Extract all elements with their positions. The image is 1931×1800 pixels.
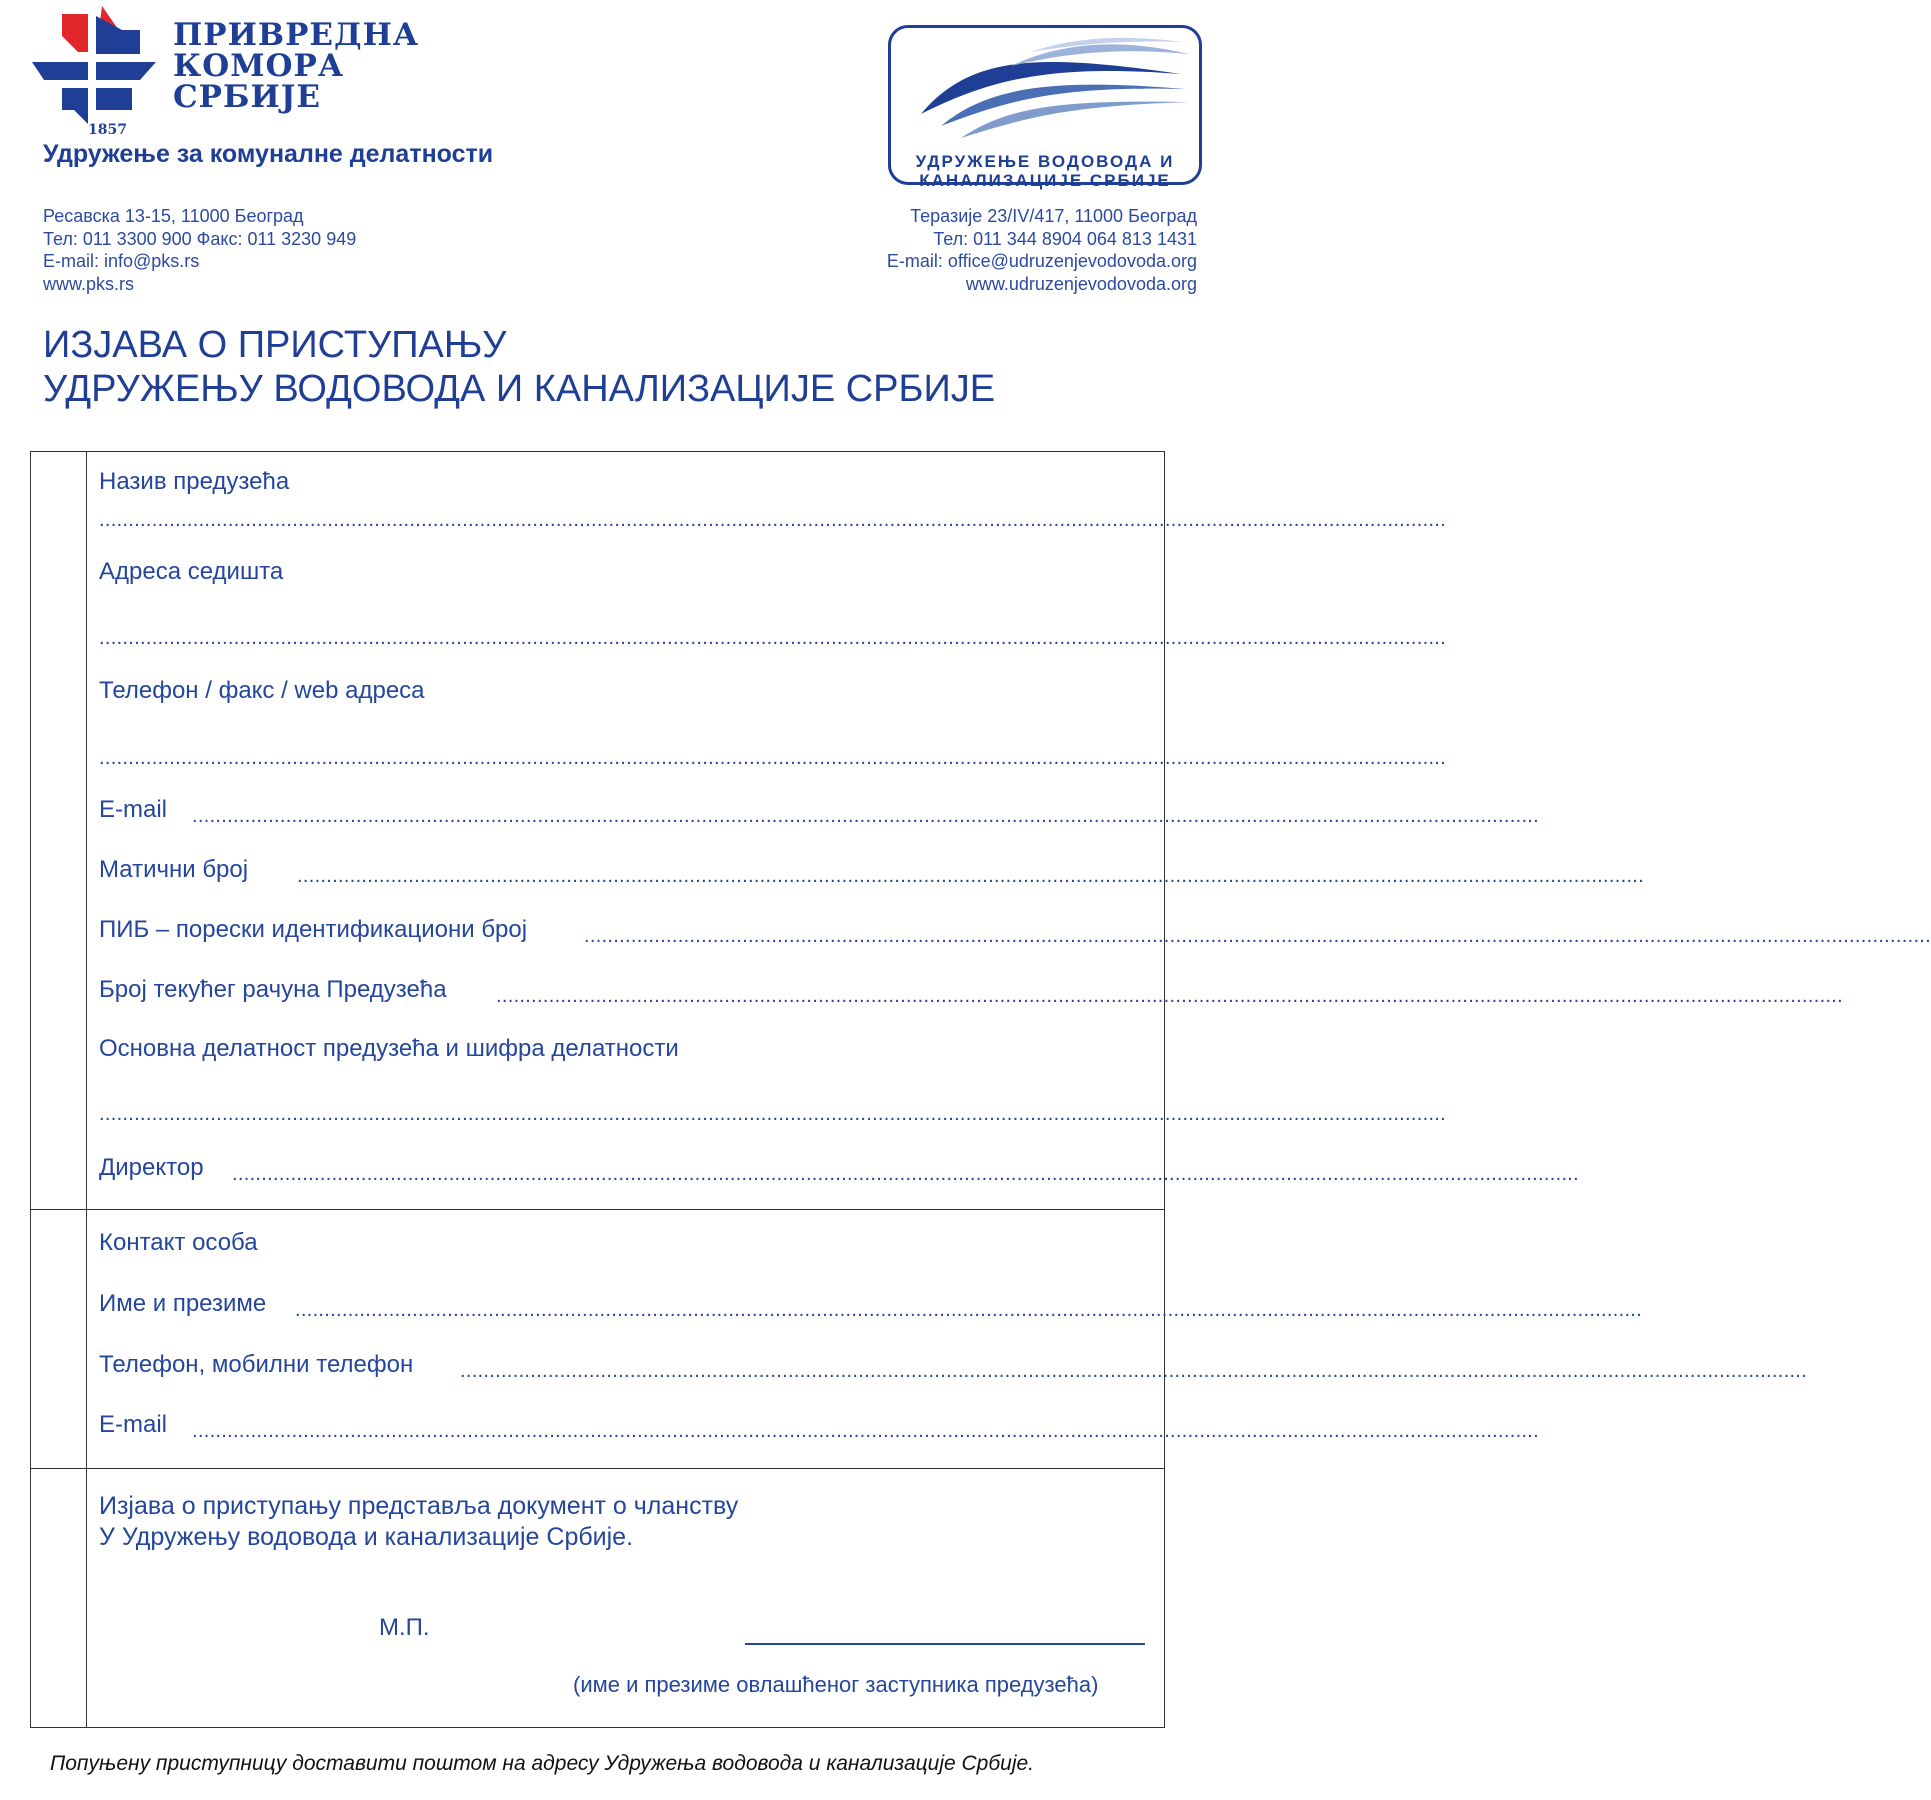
reg-number-field[interactable]: ...................................................................................................................................................................................................................................... — [297, 865, 1645, 887]
form-left-column-divider — [86, 452, 87, 1727]
pib-label: ПИБ – порески идентификациони број — [99, 916, 528, 943]
uvks-name-line-1: УДРУЖЕЊЕ ВОДОВОДА И — [915, 152, 1175, 171]
company-name-field[interactable]: ...................................................................................................................................................................................................................................... — [99, 509, 1447, 531]
uvks-phone: Тел: 011 344 8904 064 813 1431 — [933, 228, 1197, 249]
title-line-1: ИЗЈАВА О ПРИСТУПАЊУ — [43, 324, 507, 366]
pks-website[interactable]: www.pks.rs — [43, 273, 135, 294]
contact-phone-label: Телефон, мобилни телефон — [99, 1351, 414, 1378]
pks-name — [173, 17, 420, 115]
email-label: E-mail — [99, 796, 168, 823]
director-field[interactable]: ...................................................................................................................................................................................................................................... — [232, 1163, 1580, 1185]
logo-year: 1857 — [88, 122, 127, 138]
pks-name-line-3: СРБИЈЕ — [173, 79, 322, 115]
membership-statement — [99, 1491, 738, 1553]
uvks-website[interactable]: www.udruzenjevodovoda.org — [965, 273, 1197, 294]
section-divider-2 — [31, 1468, 1164, 1469]
signature-field[interactable] — [745, 1643, 1145, 1645]
page-title — [43, 323, 995, 411]
uvks-logo — [888, 25, 1202, 190]
uvks-name — [891, 152, 1199, 190]
association-name: Удружење за комуналне делатности — [43, 140, 494, 168]
name-surname-field[interactable]: ...................................................................................................................................................................................................................................... — [295, 1299, 1643, 1321]
uvks-address: Теразије 23/IV/417, 11000 Београд — [910, 206, 1197, 226]
title-line-2: УДРУЖЕЊУ ВОДОВОДА И КАНАЛИЗАЦИЈЕ СРБИЈЕ — [43, 368, 996, 410]
address-field[interactable]: ...................................................................................................................................................................................................................................... — [99, 627, 1447, 649]
email-field[interactable]: ...................................................................................................................................................................................................................................... — [192, 805, 1540, 827]
footer-note: Попуњену приступницу доставити поштом на адресу Удружења водовода и канализације Србије. — [50, 1752, 1035, 1775]
pks-email[interactable]: E-mail: info@pks.rs — [43, 251, 200, 271]
pks-address: Ресавска 13-15, 11000 Београд — [43, 206, 304, 226]
activity-label: Основна делатност предузећа и шифра делатности — [99, 1035, 679, 1062]
stamp-placeholder: М.П. — [379, 1614, 430, 1641]
phone-fax-web-field[interactable]: ...................................................................................................................................................................................................................................... — [99, 747, 1447, 769]
signature-caption: (име и презиме овлашћеног заступника предузећа) — [573, 1672, 1099, 1697]
contact-email-field[interactable]: ...................................................................................................................................................................................................................................... — [192, 1420, 1540, 1442]
pks-contacts — [43, 205, 356, 295]
contact-email-label: E-mail — [99, 1411, 168, 1438]
account-field[interactable]: ...................................................................................................................................................................................................................................... — [496, 985, 1844, 1007]
statement-line-2: У Удружењу водовода и канализације Србије. — [99, 1523, 634, 1551]
pks-logo-icon — [30, 6, 160, 136]
contact-phone-field[interactable]: ...................................................................................................................................................................................................................................... — [460, 1360, 1808, 1382]
activity-field[interactable]: ...................................................................................................................................................................................................................................... — [99, 1103, 1447, 1125]
contact-person-heading: Контакт особа — [99, 1229, 258, 1256]
phone-fax-web-label: Телефон / факс / web адреса — [99, 677, 425, 704]
pks-name-line-2: КОМОРА — [173, 48, 345, 84]
statement-line-1: Изјава о приступању представља документ о чланству — [99, 1492, 739, 1520]
uvks-contacts — [887, 205, 1197, 295]
uvks-email[interactable]: E-mail: office@udruzenjevodovoda.org — [886, 251, 1197, 271]
director-label: Директор — [99, 1154, 204, 1181]
account-label: Број текућег рачуна Предузећа — [99, 976, 447, 1003]
pks-phone: Тел: 011 3300 900 Факс: 011 3230 949 — [43, 228, 357, 249]
section-divider-1 — [31, 1209, 1164, 1210]
uvks-name-line-2: КАНАЛИЗАЦИЈЕ СРБИЈЕ — [919, 171, 1171, 190]
company-name-label: Назив предузећа — [99, 468, 290, 495]
waves-logo-icon — [901, 34, 1191, 144]
pks-name-line-1: ПРИВРЕДНА — [173, 17, 420, 53]
pib-field[interactable]: ...................................................................................................................................................................................................................................... — [584, 925, 1931, 947]
address-label: Адреса седишта — [99, 558, 284, 585]
reg-number-label: Матични број — [99, 856, 249, 883]
name-surname-label: Име и презиме — [99, 1290, 267, 1317]
